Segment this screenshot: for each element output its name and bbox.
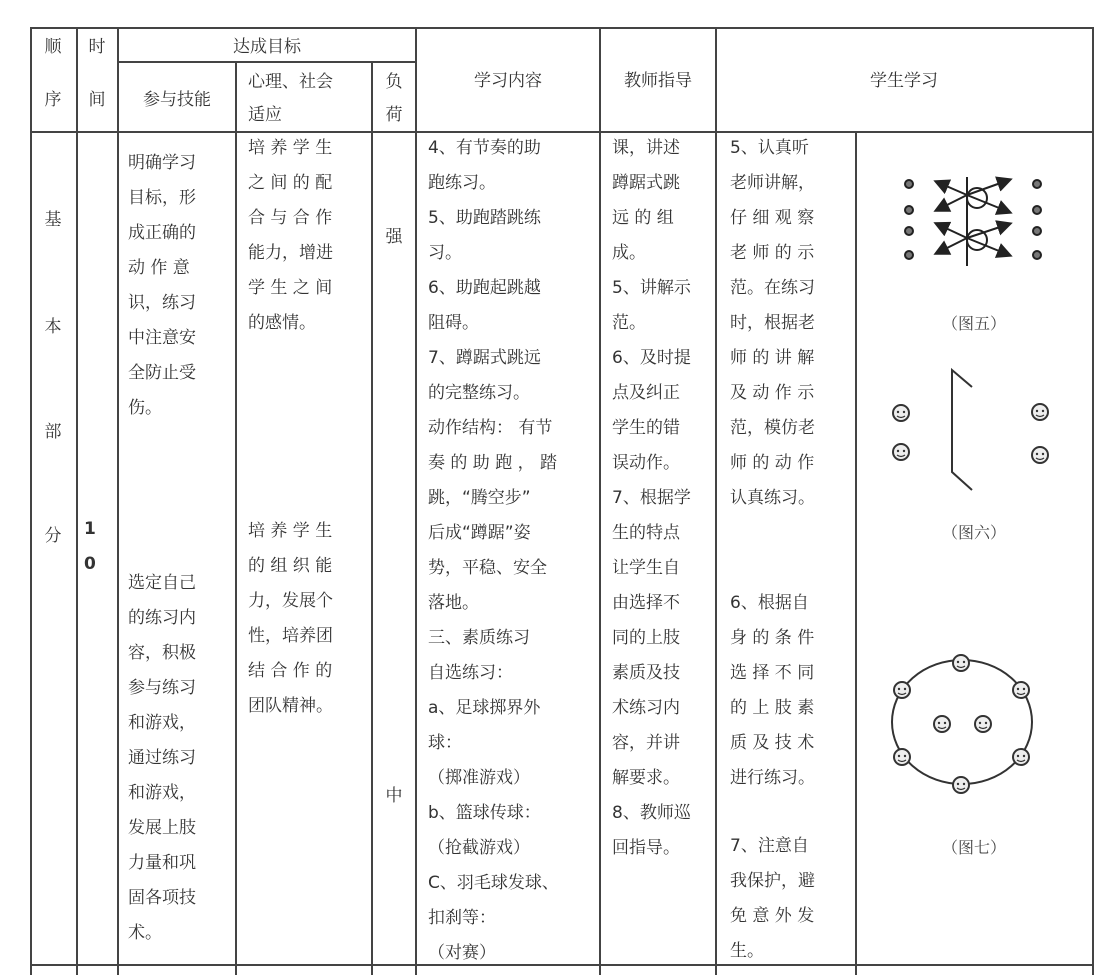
text-line: 选定自己 (128, 573, 196, 593)
text-line: 动作结构： 有节 (428, 418, 553, 438)
text-line: 落地。 (428, 593, 479, 613)
text-line: 4、有节奏的助 (428, 138, 541, 158)
student-face-icon (1032, 404, 1048, 420)
text-line: 进行练习。 (730, 768, 815, 788)
figure-5-caption: （图五） (941, 314, 1006, 333)
order-char: 分 (44, 526, 62, 546)
student-face-icon (953, 655, 969, 671)
text-line: 远 的 组 (612, 208, 674, 228)
text-line: 我保护，避 (730, 871, 815, 891)
text-line: 扣刹等： (428, 908, 496, 928)
text-line: 三、素质练习 (428, 628, 530, 648)
text-line: 力量和巩 (128, 853, 196, 873)
header-order-2: 序 (44, 90, 62, 110)
text-line: 及 动 作 示 (730, 383, 815, 403)
text-line: 习。 (428, 243, 462, 263)
text-line: 选 择 不 同 (730, 663, 815, 683)
student-face-icon (894, 682, 910, 698)
order-char: 部 (44, 422, 62, 442)
player-dots-left (905, 180, 913, 259)
text-line: 6、根据自 (730, 593, 809, 613)
text-line: 后成“蹲踞”姿 (428, 523, 531, 543)
text-line: 之 间 的 配 (248, 173, 333, 193)
text-line: 术。 (128, 923, 162, 943)
text-line: 师 的 动 作 (730, 453, 815, 473)
text-line: 和游戏， (128, 783, 196, 803)
text-line: 目标，形 (128, 188, 196, 208)
figure-6-hurdle-diagram (893, 370, 1048, 490)
header-load-2: 荷 (385, 105, 403, 125)
text-line: 5、认真听 (730, 138, 809, 158)
text-line: 让学生自 (612, 558, 680, 578)
text-line: 成。 (612, 243, 646, 263)
text-line: （对赛） (428, 943, 496, 963)
header-student: 学生学习 (870, 71, 938, 91)
header-content: 学习内容 (474, 71, 542, 91)
text-line: b、篮球传球： (428, 803, 541, 823)
text-line: 性，培养团 (248, 626, 333, 646)
text-line: 中注意安 (128, 328, 196, 348)
text-line: 术练习内 (612, 698, 680, 718)
student-face-icon (953, 777, 969, 793)
student-face-icon (1032, 447, 1048, 463)
text-line: 的完整练习。 (428, 383, 530, 403)
text-line: 跑练习。 (428, 173, 496, 193)
text-line: 团队精神。 (248, 696, 333, 716)
text-line: 学生的错 (612, 418, 680, 438)
text-line: 回指导。 (612, 838, 680, 858)
header-psych-2: 适应 (248, 105, 282, 125)
text-line: 5、讲解示 (612, 278, 691, 298)
text-line: 老师讲解， (730, 173, 815, 193)
text-line: 全防止受 (128, 363, 196, 383)
text-line: 成正确的 (128, 223, 196, 243)
student-face-icon (893, 444, 909, 460)
text-line: 7、根据学 (612, 488, 691, 508)
header-skills: 参与技能 (143, 90, 211, 110)
text-line: 学 生 之 间 (248, 278, 333, 298)
text-line: 仔 细 观 察 (730, 208, 815, 228)
text-line: 和游戏， (128, 713, 196, 733)
text-line: 免 意 外 发 (730, 906, 815, 926)
text-line: 固各项技 (128, 888, 196, 908)
text-line: 培 养 学 生 (248, 521, 333, 541)
text-line: 由选择不 (612, 593, 680, 613)
text-line: C、羽毛球发球、 (428, 873, 559, 893)
text-line: （掷准游戏） (428, 768, 530, 788)
text-line: 通过练习 (128, 748, 196, 768)
text-line: 的 组 织 能 (248, 556, 333, 576)
text-line: 的 上 肢 素 (730, 698, 815, 718)
time-char: 0 (84, 554, 96, 574)
text-line: 误动作。 (612, 453, 680, 473)
text-line: 身 的 条 件 (730, 628, 815, 648)
figure-7-caption: （图七） (941, 838, 1006, 857)
text-line: 发展上肢 (128, 818, 196, 838)
time-char: 1 (84, 519, 96, 539)
text-line: 时，根据老 (730, 313, 815, 333)
text-line: 7、注意自 (730, 836, 809, 856)
text-line: 力，发展个 (248, 591, 333, 611)
text-line: 球： (428, 733, 462, 753)
student-face-icon (1013, 749, 1029, 765)
text-line: 蹲踞式跳 (612, 173, 680, 193)
text-line: 5、助跑踏跳练 (428, 208, 541, 228)
text-line: 容，并讲 (612, 733, 680, 753)
student-face-icon (934, 716, 950, 732)
figure-5-drill-diagram (905, 177, 1041, 266)
text-line: 势，平稳、安全 (428, 558, 547, 578)
text-line: 解要求。 (612, 768, 680, 788)
student-face-icon (893, 405, 909, 421)
text-line: 的练习内 (128, 608, 196, 628)
text-line: a、足球掷界外 (428, 698, 541, 718)
text-line: 6、助跑起跳越 (428, 278, 541, 298)
text-line: 6、及时提 (612, 348, 691, 368)
text-line: 质 及 技 术 (730, 733, 815, 753)
text-line: 点及纠正 (612, 383, 680, 403)
student-face-icon (1013, 682, 1029, 698)
header-order-1: 顺 (44, 37, 62, 57)
header-time-1: 时 (88, 37, 106, 57)
header-goals: 达成目标 (233, 37, 301, 57)
text-line: 师 的 讲 解 (730, 348, 815, 368)
figure-7-circle-diagram (892, 655, 1032, 793)
text-line: 8、教师巡 (612, 803, 691, 823)
figure-6-caption: （图六） (941, 523, 1006, 542)
order-char: 基 (44, 210, 62, 230)
text-line: 素质及技 (612, 663, 680, 683)
text-line: 范。 (612, 313, 646, 333)
text-line: 动 作 意 (128, 258, 190, 278)
text-line: 识，练习 (128, 293, 196, 313)
text-line: 结 合 作 的 (248, 661, 333, 681)
text-line: 自选练习： (428, 663, 513, 683)
text-line: 范，模仿老 (730, 418, 815, 438)
header-time-2: 间 (88, 90, 106, 110)
text-line: 奏 的 助 跑 ， 踏 (428, 453, 558, 473)
text-line: 生的特点 (612, 523, 680, 543)
text-line: 阻碍。 (428, 313, 479, 333)
text-line: 能力，增进 (248, 243, 333, 263)
load-strong: 强 (385, 227, 403, 247)
header-teacher: 教师指导 (624, 71, 692, 91)
header-load-1: 负 (385, 72, 403, 92)
text-line: 伤。 (128, 398, 162, 418)
text-line: 合 与 合 作 (248, 208, 333, 228)
player-dots-right (1033, 180, 1041, 259)
text-line: （抢截游戏） (428, 838, 530, 858)
load-medium: 中 (385, 786, 403, 806)
text-line: 明确学习 (128, 153, 196, 173)
text-line: 容，积极 (128, 643, 196, 663)
text-line: 范。在练习 (730, 278, 815, 298)
text-line: 课，讲述 (612, 138, 680, 158)
text-line: 参与练习 (128, 678, 196, 698)
text-line: 老 师 的 示 (730, 243, 815, 263)
text-line: 认真练习。 (730, 488, 815, 508)
text-line: 生。 (730, 941, 764, 961)
text-line: 的感情。 (248, 313, 316, 333)
text-line: 7、蹲踞式跳远 (428, 348, 541, 368)
student-face-icon (894, 749, 910, 765)
student-face-icon (975, 716, 991, 732)
order-char: 本 (44, 317, 62, 337)
text-line: 同的上肢 (612, 628, 680, 648)
text-line: 培 养 学 生 (248, 138, 333, 158)
header-psych-1: 心理、社会 (248, 72, 333, 92)
text-line: 跳，“腾空步” (428, 488, 531, 508)
